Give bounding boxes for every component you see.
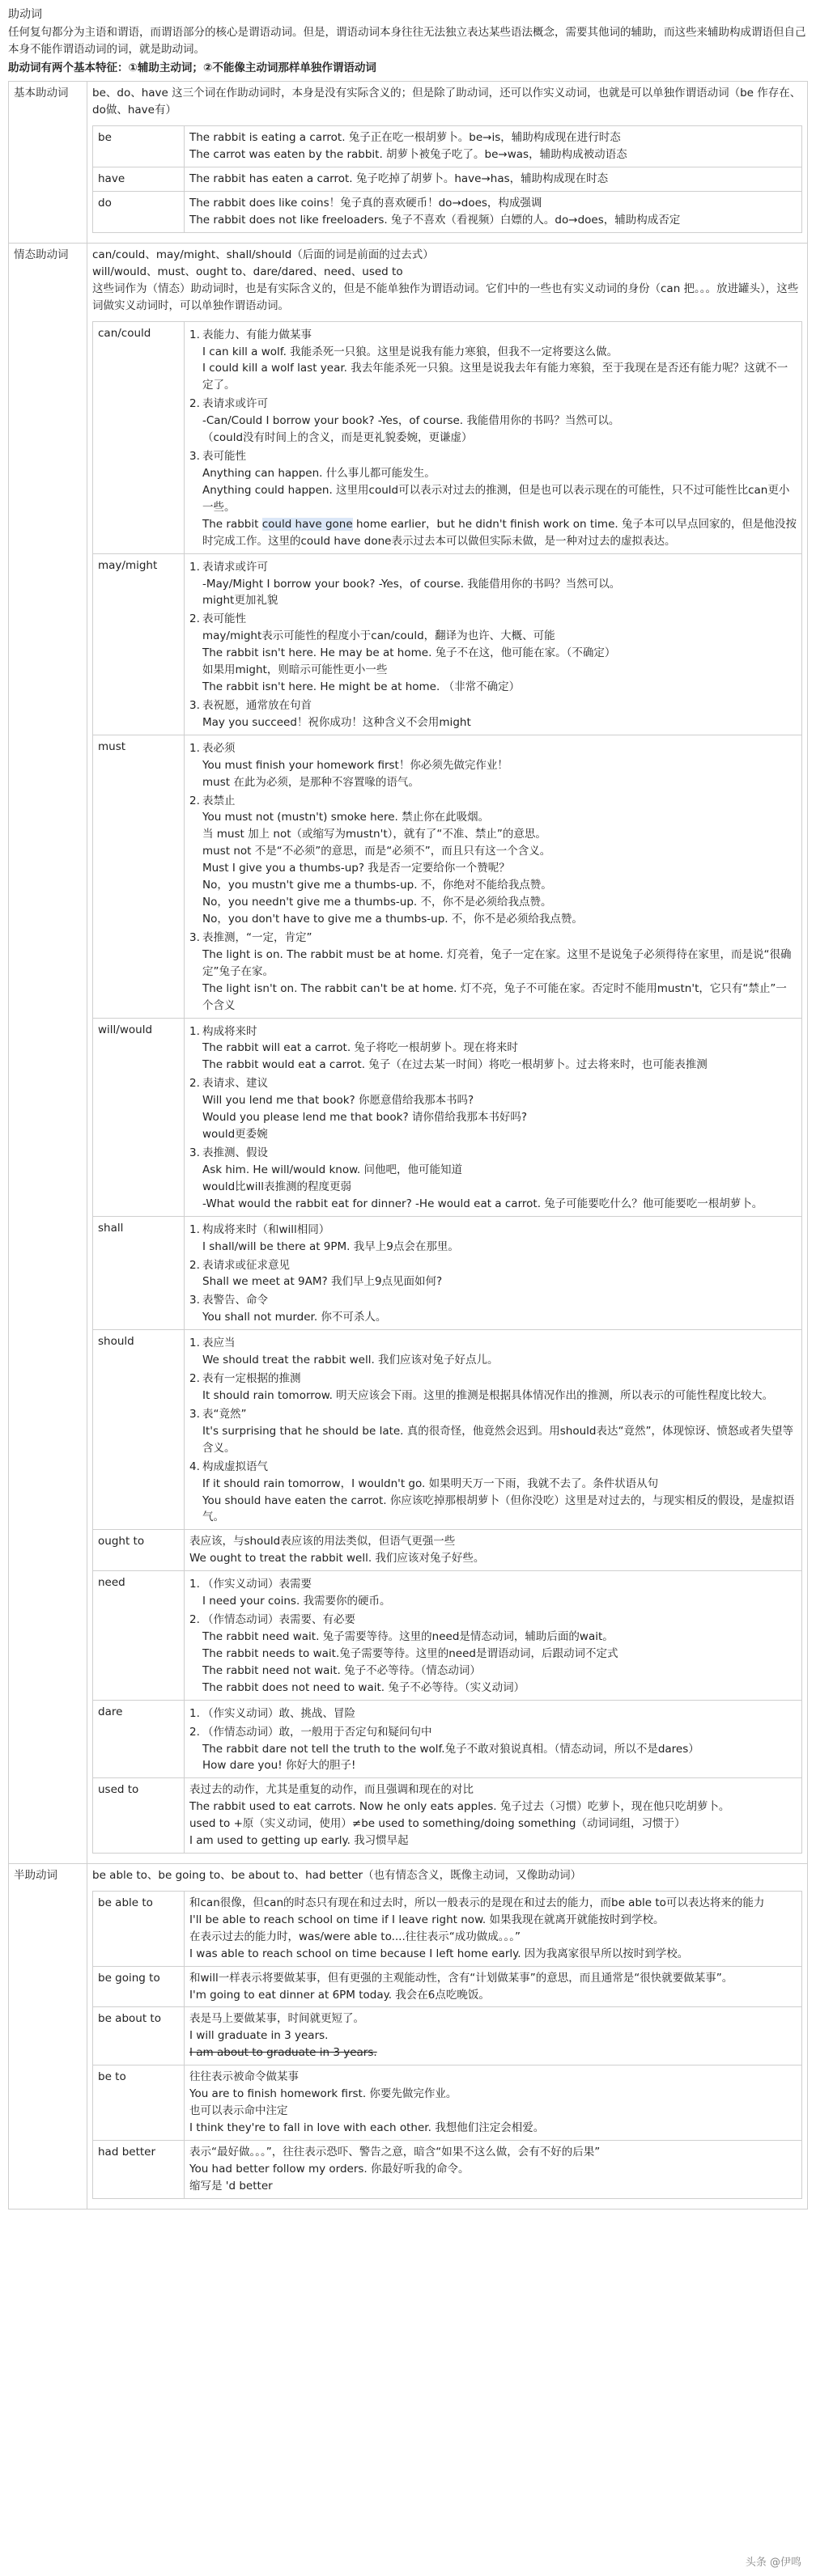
section-description: can/could、may/might、shall/should（后面的词是前面的过去式） xyxy=(92,248,434,261)
section-description: be able to、be going to、be about to、had better（也有情态含义，既像主动词，又像助动词） xyxy=(92,1869,582,1883)
usage-number: 1. xyxy=(189,1222,200,1236)
usage-title: 表可能性 xyxy=(202,450,246,464)
term-need: need xyxy=(93,1571,185,1700)
example-line: I need your coins. 我需要你的硬币。 xyxy=(202,1595,391,1608)
example-line: The rabbit does not need to wait. 兔子不必等待。（实义动词） xyxy=(202,1680,525,1694)
usage-number: 2. xyxy=(189,397,200,411)
term-content xyxy=(185,2065,802,2141)
row-will-would xyxy=(93,1018,802,1216)
line-text: I'll be able to reach school on time if I leave right now. 如果我现在就离开就能按时到学校。 xyxy=(189,1913,665,1926)
usage-heading xyxy=(189,1371,797,1388)
example-line: Anything can happen. 什么事儿都可能发生。 xyxy=(202,466,436,480)
example-line: would比will表推测的程度更弱 xyxy=(202,1180,351,1193)
term-content xyxy=(185,1530,802,1571)
usage-heading xyxy=(189,697,797,714)
example-line: The light isn't on. The rabbit can't be at home. 灯不亮，兔子不可能在家。否定时不能用mustn't，它只有“禁止”一个含义 xyxy=(202,981,787,1012)
line-text: 表过去的动作，尤其是重复的动作，而且强调和现在的对比 xyxy=(189,1783,474,1797)
usage-title: （作情态动词）敢，一般用于否定句和疑问句中 xyxy=(202,1725,432,1739)
example-line: must 在此为必须，是那种不容置喙的语气。 xyxy=(202,775,419,789)
term-content xyxy=(185,2007,802,2065)
example-line: You should have eaten the carrot. 你应该吃掉那根胡萝卜（但你没吃）这里是对过去的，与现实相反的假设，是虚拟语气。 xyxy=(202,1493,795,1524)
usage-heading xyxy=(189,1459,797,1476)
term-will-would: will/would xyxy=(93,1018,185,1216)
line-text: 缩写是 'd better xyxy=(189,2179,273,2193)
example-line: Will you lend me that book? 你愿意借给我那本书吗? xyxy=(202,1094,474,1108)
usage-heading xyxy=(189,1705,797,1722)
example-line: You must finish your homework first！你必须先做完作业！ xyxy=(202,758,508,772)
usage-number: 1. xyxy=(189,328,200,341)
term-content xyxy=(185,1571,802,1700)
row-be-about-to xyxy=(93,2007,802,2065)
section-label: 情态助动词 xyxy=(9,243,87,1863)
usage-heading xyxy=(189,448,797,465)
term-content xyxy=(185,1891,802,1966)
usage-heading xyxy=(189,559,797,576)
line-text: 表示“最好做。。。”，往往表示恐吓、警告之意，暗含“如果不这么做，会有不好的后果” xyxy=(189,2145,601,2159)
usage-title: 表禁止 xyxy=(202,794,236,807)
term-must: must xyxy=(93,735,185,1018)
usage-title: 表警告、命令 xyxy=(202,1294,268,1307)
example-line: It's surprising that he should be late. 真的很奇怪，他竟然会迟到。用should表达“竟然”，体现惊讶、愤怒或者失望等含义。 xyxy=(202,1424,793,1455)
usage-heading xyxy=(189,1145,797,1162)
usage-heading xyxy=(189,1222,797,1239)
example-line: You must not (mustn't) smoke here. 禁止你在此吸烟。 xyxy=(202,811,490,824)
usage-heading xyxy=(189,1257,797,1274)
usage-heading xyxy=(189,327,797,344)
row-be-to xyxy=(93,2065,802,2141)
line-text: The rabbit does like coins！兔子真的喜欢硬币！do→does，构成强调 xyxy=(189,197,542,210)
usage-title: 构成虚拟语气 xyxy=(202,1460,268,1473)
example-line: You shall not murder. 你不可杀人。 xyxy=(202,1311,387,1324)
example-line: The rabbit isn't here. He may be at home. 兔子不在这，他可能在家。（不确定） xyxy=(202,646,616,660)
line-text: 往往表示被命令做某事 xyxy=(189,2070,299,2084)
usage-number: 1. xyxy=(189,1706,200,1720)
usage-number: 2. xyxy=(189,1613,200,1627)
usage-heading xyxy=(189,1292,797,1309)
line-text: 和will一样表示将要做某事，但有更强的主观能动性，含有“计划做某事”的意思，而且通常是“很快就要做某事”。 xyxy=(189,1971,733,1985)
example-line: The rabbit isn't here. He might be at home. （非常不确定） xyxy=(202,680,521,694)
example-line: How dare you! 你好大的胆子! xyxy=(202,1759,356,1773)
intro-paragraph: 任何复句都分为主语和谓语，而谓语部分的核心是谓语动词。但是，谓语动词本身往往无法独立表达某些语法概念，需要其他词的辅助，而这些来辅助构成谓语但自己本身不能作谓语动词的词，就是助动词。 xyxy=(8,25,806,56)
line-text: I am used to getting up early. 我习惯早起 xyxy=(189,1834,409,1848)
example-line: We should treat the rabbit well. 我们应该对兔子好点儿。 xyxy=(202,1354,499,1367)
example-line: Shall we meet at 9AM? 我们早上9点见面如何? xyxy=(202,1275,443,1289)
struck-example: I am about to graduate in 3 years. xyxy=(189,2046,377,2060)
sub-table xyxy=(92,1891,802,2199)
example-text: home earlier，but he didn't finish work on time. 兔子本可以早点回家的，但是他没按时完成工作。这里的could have done表示过去本可以做但实际未做，是一种对过去的虚拟表达。 xyxy=(202,517,797,548)
usage-number: 2. xyxy=(189,1725,200,1739)
usage-title: 表可能性 xyxy=(202,612,246,626)
term-content xyxy=(185,1778,802,1854)
term-dare: dare xyxy=(93,1700,185,1778)
row-may-might xyxy=(93,553,802,735)
usage-number: 3. xyxy=(189,1146,200,1159)
line-text: 表应该，与should表应该的用法类似，但语气更强一些 xyxy=(189,1535,456,1549)
term-content xyxy=(185,321,802,553)
example-line: I could kill a wolf last year. 我去年能杀死一只狼。这里是说我去年有能力寒狼，至于我现在是否还有能力呢？这就不一定了。 xyxy=(202,362,788,392)
row-shall xyxy=(93,1216,802,1330)
line-text: used to +原（实义动词，使用）≠be used to something/doing something（动词词组，习惯于） xyxy=(189,1817,686,1831)
usage-title: 表能力、有能力做某事 xyxy=(202,328,312,341)
term-content xyxy=(185,1966,802,2007)
line-text: You had better follow my orders. 你最好听我的命令。 xyxy=(189,2162,470,2176)
term-ought-to: ought to xyxy=(93,1530,185,1571)
usage-number: 3. xyxy=(189,698,200,712)
usage-number: 3. xyxy=(189,930,200,944)
term-used-to: used to xyxy=(93,1778,185,1854)
example-line xyxy=(202,516,797,550)
usage-title: 表推测，“一定，肯定” xyxy=(202,930,312,944)
usage-heading xyxy=(189,1724,797,1741)
term-can-could: can/could xyxy=(93,321,185,553)
usage-title: （作情态动词）表需要、有必要 xyxy=(202,1613,355,1627)
usage-heading xyxy=(189,396,797,413)
section-description: will/would、must、ought to、dare/dared、need、used to xyxy=(92,265,403,278)
term-content xyxy=(185,1018,802,1216)
line-text: The rabbit is eating a carrot. 兔子正在吃一根胡萝卜。be→is，辅助构成现在进行时态 xyxy=(189,131,621,145)
section-semi xyxy=(9,1864,808,2210)
sub-table xyxy=(92,321,802,1854)
usage-heading xyxy=(189,1576,797,1593)
section-description: 这些词作为（情态）助动词时，也是有实际含义的，但是不能单独作为谓语动词。它们中的一些也有实义动词的身份（can 把。。。放进罐头），这些词做实义动词时，可以单独作谓语动词。 xyxy=(92,282,799,312)
row-can-could xyxy=(93,321,802,553)
sub-table xyxy=(92,125,802,233)
usage-title: 表请求或征求意见 xyxy=(202,1258,290,1272)
term-be: be xyxy=(93,126,185,167)
section-modal xyxy=(9,243,808,1863)
term-content xyxy=(185,735,802,1018)
usage-title: 表应当 xyxy=(202,1337,236,1350)
line-text: 和can很像，但can的时态只有现在和过去时，所以一般表示的是现在和过去的能力，而be able to可以表达将来的能力 xyxy=(189,1896,765,1909)
row-need xyxy=(93,1571,802,1700)
usage-heading xyxy=(189,1075,797,1092)
line-text: The rabbit does not like freeloaders. 兔子不喜欢（看视频）白嫖的人。do→does，辅助构成否定 xyxy=(189,213,681,227)
usage-number: 2. xyxy=(189,1372,200,1386)
term-should: should xyxy=(93,1330,185,1530)
usage-number: 2. xyxy=(189,794,200,807)
example-text: The rabbit xyxy=(202,517,262,531)
example-line: The rabbit dare not tell the truth to the wolf.兔子不敢对狼说真相。（情态动词，所以不是dares） xyxy=(202,1742,699,1756)
usage-title: 表有一定根据的推测 xyxy=(202,1372,301,1386)
section-content xyxy=(87,1864,808,2210)
example-line: The light is on. The rabbit must be at home. 灯亮着，兔子一定在家。这里不是说兔子必须得待在家里，而是说“很确定”兔子在家。 xyxy=(202,947,792,978)
example-line: Ask him. He will/would know. 问他吧，他可能知道 xyxy=(202,1163,462,1176)
example-line: might更加礼貌 xyxy=(202,594,278,608)
watermark: 头条 @伊鸣 xyxy=(745,2556,801,2569)
term-content xyxy=(185,1330,802,1530)
usage-heading xyxy=(189,1406,797,1423)
line-text: I think they're to fall in love with each other. 我想他们注定会相爱。 xyxy=(189,2121,545,2135)
row-dare xyxy=(93,1700,802,1778)
example-line: I can kill a wolf. 我能杀死一只狼。这里是说我有能力寒狼，但我不一定将要这么做。 xyxy=(202,345,618,358)
example-line: No，you needn't give me a thumbs-up. 不，你不是必须给我点赞。 xyxy=(202,896,552,909)
usage-number: 1. xyxy=(189,741,200,755)
section-basic xyxy=(9,82,808,243)
row-be-going-to xyxy=(93,1966,802,2007)
example-line: 如果用might，则暗示可能性更小一些 xyxy=(202,663,388,677)
example-line: The rabbit need wait. 兔子需要等待。这里的need是情态动词，辅助后面的wait。 xyxy=(202,1629,614,1643)
example-line: -May/Might I borrow your book? -Yes，of course. 我能借用你的书吗？当然可以。 xyxy=(202,577,621,591)
usage-title: 表祝愿，通常放在句首 xyxy=(202,698,312,712)
example-line: If it should rain tomorrow，I wouldn't go. 如果明天万一下雨，我就不去了。条件状语从句 xyxy=(202,1477,659,1490)
usage-heading xyxy=(189,611,797,628)
usage-number: 3. xyxy=(189,450,200,464)
usage-number: 4. xyxy=(189,1460,200,1473)
line-text: I will graduate in 3 years. xyxy=(189,2029,329,2043)
term-be-going-to: be going to xyxy=(93,1966,185,2007)
example-line: 当 must 加上 not（或缩写为mustn't），就有了“不准、禁止”的意思。 xyxy=(202,828,546,841)
usage-heading xyxy=(189,740,797,757)
example-line: -Can/Could I borrow your book? -Yes，of course. 我能借用你的书吗？当然可以。 xyxy=(202,414,620,428)
section-label: 半助动词 xyxy=(9,1864,87,2210)
term-be-to: be to xyxy=(93,2065,185,2141)
line-text: We ought to treat the rabbit well. 我们应该对兔子好些。 xyxy=(189,1552,485,1566)
section-description: be、do、have 这三个词在作助动词时，本身是没有实际含义的；但是除了助动词，还可以作实义动词，也就是可以单独作谓语动词（be 作存在、do做、have有） xyxy=(92,87,801,117)
line-text: I'm going to eat dinner at 6PM today. 我会在6点吃晚饭。 xyxy=(189,1988,490,2002)
usage-title: （作实义动词）表需要 xyxy=(202,1578,312,1591)
term-do: do xyxy=(93,192,185,233)
example-line: No，you mustn't give me a thumbs-up. 不，你绝对不能给我点赞。 xyxy=(202,879,552,892)
term-content xyxy=(185,2140,802,2198)
usage-number: 2. xyxy=(189,1258,200,1272)
example-line: Would you please lend me that book? 请你借给我那本书好吗? xyxy=(202,1111,528,1125)
usage-title: 构成将来时（和will相同） xyxy=(202,1222,330,1236)
term-content xyxy=(185,192,802,233)
term-content xyxy=(185,1216,802,1330)
intro xyxy=(8,6,808,76)
section-content xyxy=(87,243,808,1863)
term-content xyxy=(185,553,802,735)
usage-number: 3. xyxy=(189,1294,200,1307)
example-line: may/might表示可能性的程度小于can/could，翻译为也许、大概、可能 xyxy=(202,629,555,643)
usage-number: 1. xyxy=(189,1337,200,1350)
usage-number: 1. xyxy=(189,1024,200,1038)
example-line: The rabbit would eat a carrot. 兔子（在过去某一时间）将吃一根胡萝卜。过去将来时，也可能表推测 xyxy=(202,1058,708,1072)
row-must xyxy=(93,735,802,1018)
row-had-better xyxy=(93,2140,802,2198)
line-text: I was able to reach school on time because I left home early. 因为我离家很早所以按时到学校。 xyxy=(189,1947,689,1960)
usage-heading xyxy=(189,930,797,947)
line-text: You are to finish homework first. 你要先做完作业。 xyxy=(189,2087,457,2101)
example-line: The rabbit needs to wait.兔子需要等待。这里的need是谓语动词，后跟动词不定式 xyxy=(202,1646,618,1660)
usage-heading xyxy=(189,1335,797,1352)
intro-rule: 助动词有两个基本特征：①辅助主动词；②不能像主动词那样单独作谓语动词 xyxy=(8,61,376,74)
example-line: The rabbit need not wait. 兔子不必等待。（情态动词） xyxy=(202,1663,481,1677)
term-had-better: had better xyxy=(93,2140,185,2198)
term-may-might: may/might xyxy=(93,553,185,735)
usage-heading xyxy=(189,1023,797,1040)
line-text: The rabbit has eaten a carrot. 兔子吃掉了胡萝卜。have→has，辅助构成现在时态 xyxy=(189,172,609,186)
usage-number: 2. xyxy=(189,1077,200,1091)
usage-number: 1. xyxy=(189,560,200,574)
line-text: The carrot was eaten by the rabbit. 胡萝卜被兔子吃了。be→was，辅助构成被动语态 xyxy=(189,148,627,162)
term-be-about-to: be about to xyxy=(93,2007,185,2065)
auxiliary-verb-table xyxy=(8,81,808,2209)
example-line: must not 不是“不必须”的意思，而是“必须不”，而且只有这一个含义。 xyxy=(202,845,551,858)
usage-title: 表“竟然” xyxy=(202,1407,247,1421)
example-line: -What would the rabbit eat for dinner? -He would eat a carrot. 兔子可能要吃什么？他可能要吃一根胡萝卜。 xyxy=(202,1197,763,1210)
term-content xyxy=(185,126,802,167)
usage-title: 表推测、假设 xyxy=(202,1146,268,1159)
row-have xyxy=(93,167,802,192)
term-be-able-to: be able to xyxy=(93,1891,185,1966)
row-be xyxy=(93,126,802,167)
line-text: The rabbit used to eat carrots. Now he only eats apples. 兔子过去（习惯）吃萝卜，现在他只吃胡萝卜。 xyxy=(189,1800,730,1814)
example-line: I shall/will be there at 9PM. 我早上9点会在那里。 xyxy=(202,1239,459,1253)
usage-title: （作实义动词）敢、挑战、冒险 xyxy=(202,1706,355,1720)
usage-title: 表必须 xyxy=(202,741,236,755)
row-do xyxy=(93,192,802,233)
usage-number: 2. xyxy=(189,612,200,626)
row-ought-to xyxy=(93,1530,802,1571)
term-have: have xyxy=(93,167,185,192)
line-text: 也可以表示命中注定 xyxy=(189,2104,288,2118)
line-text: 表是马上要做某事，时间就更短了。 xyxy=(189,2012,364,2026)
term-content xyxy=(185,167,802,192)
example-line: It should rain tomorrow. 明天应该会下雨。这里的推测是根据具体情况作出的推测，所以表示的可能性程度比较大。 xyxy=(202,1388,774,1402)
usage-number: 3. xyxy=(189,1407,200,1421)
section-label: 基本助动词 xyxy=(9,82,87,243)
section-content xyxy=(87,82,808,243)
line-text: 在表示过去的能力时，was/were able to....往往表示“成功做成。。。” xyxy=(189,1930,521,1943)
highlighted-text: could have gone xyxy=(261,517,353,531)
usage-title: 构成将来时 xyxy=(202,1024,257,1038)
usage-heading xyxy=(189,1612,797,1629)
example-line: May you succeed！祝你成功！这种含义不会用might xyxy=(202,715,471,729)
example-line: The rabbit will eat a carrot. 兔子将吃一根胡萝卜。现在将来时 xyxy=(202,1041,518,1055)
intro-title: 助动词 xyxy=(8,8,42,21)
term-shall: shall xyxy=(93,1216,185,1330)
example-line: （could没有时间上的含义，而是更礼貌委婉，更谦虚） xyxy=(202,431,473,445)
usage-number: 1. xyxy=(189,1578,200,1591)
usage-title: 表请求、建议 xyxy=(202,1077,268,1091)
row-should xyxy=(93,1330,802,1530)
row-be-able-to xyxy=(93,1891,802,1966)
example-line: would更委婉 xyxy=(202,1128,268,1142)
usage-heading xyxy=(189,793,797,810)
usage-title: 表请求或许可 xyxy=(202,560,268,574)
row-used-to xyxy=(93,1778,802,1854)
example-line: Must I give you a thumbs-up? 我是否一定要给你一个赞呢？ xyxy=(202,862,510,875)
example-line: Anything could happen. 这里用could可以表示对过去的推测，但是也可以表示现在的可能性，只不过可能性比can更小一些。 xyxy=(202,483,790,514)
term-content xyxy=(185,1700,802,1778)
usage-title: 表请求或许可 xyxy=(202,397,268,411)
example-line: No，you don't have to give me a thumbs-up. 不，你不是必须给我点赞。 xyxy=(202,913,583,926)
